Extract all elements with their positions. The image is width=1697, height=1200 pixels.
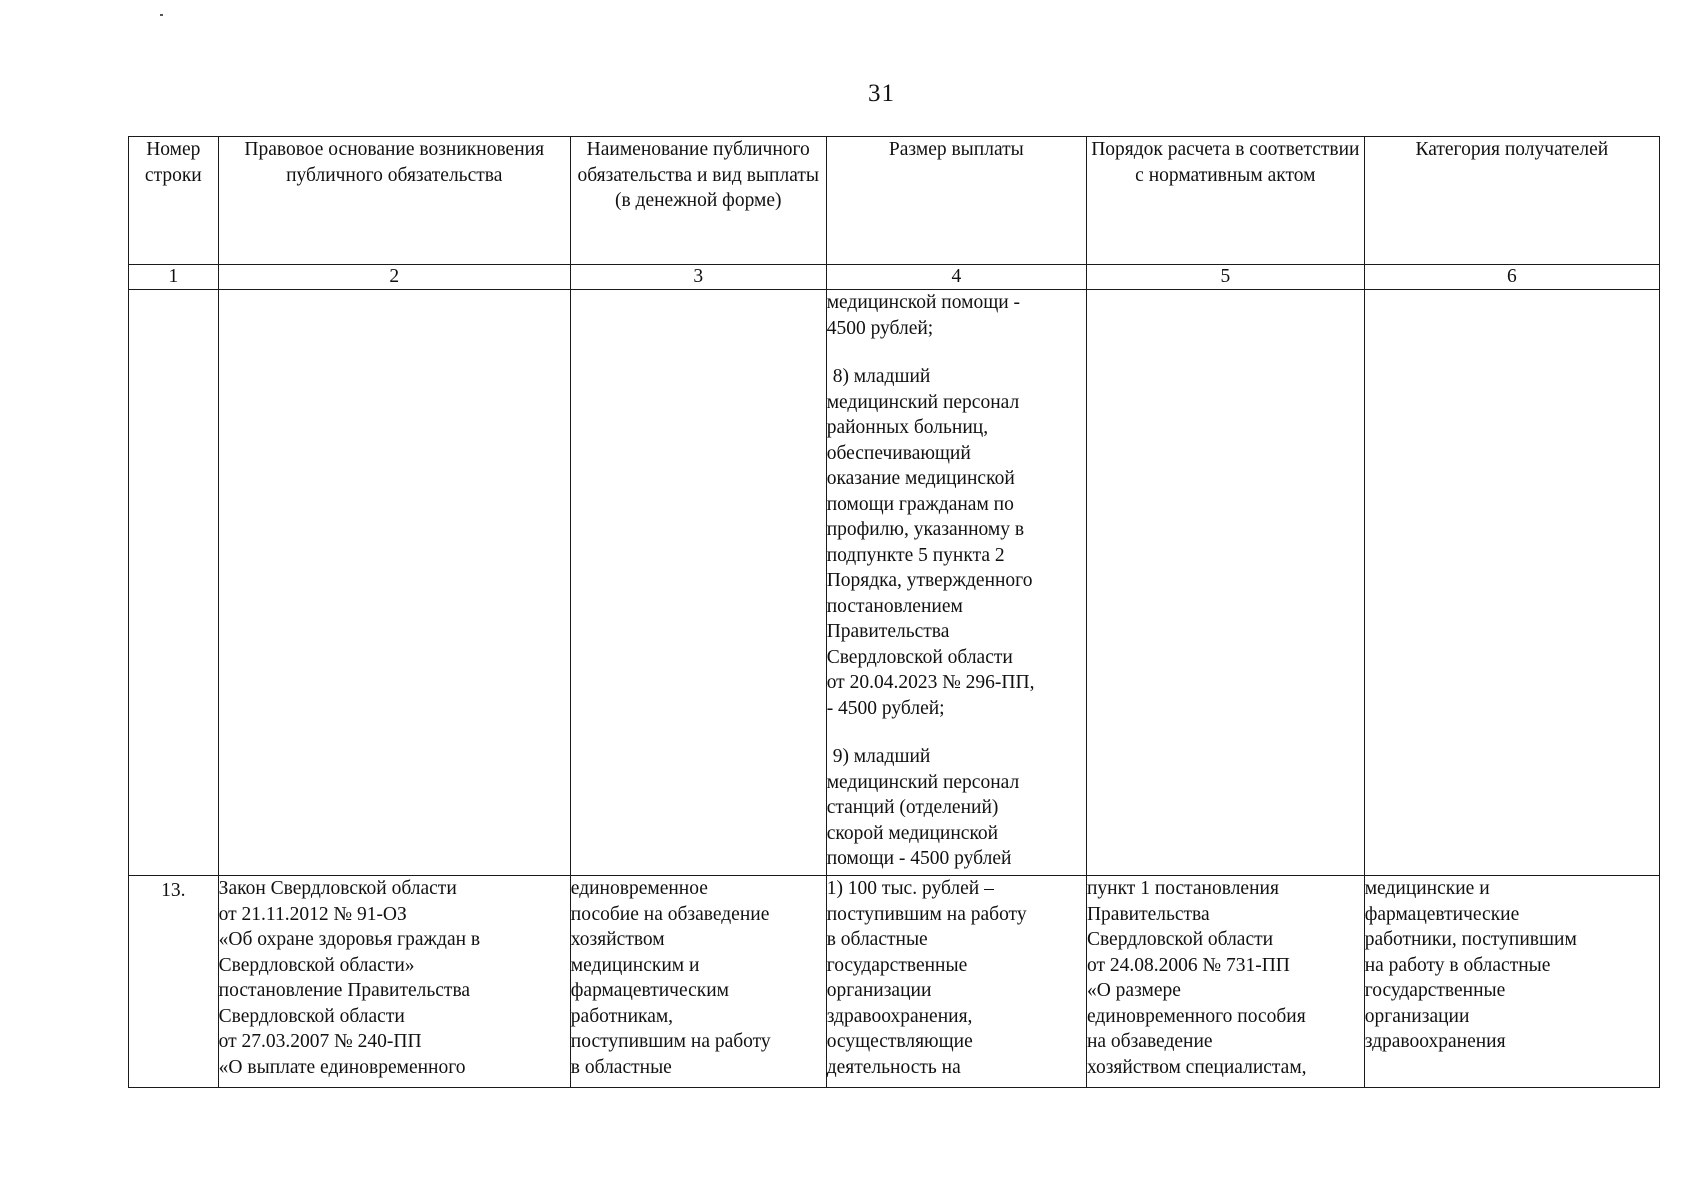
text-line: поступившим на работу — [570, 1031, 771, 1052]
text-line: осуществляющие — [826, 1031, 973, 1052]
text-line: помощи гражданам по — [826, 493, 1014, 515]
header-obligation-name: Наименование публичного обязательства и вид выплаты (в денежной форме) — [570, 137, 826, 265]
text-line: - 4500 рублей; — [826, 697, 945, 719]
text-line: медицинским и — [570, 954, 700, 976]
table-row-13 — [129, 876, 1660, 1088]
text-line: Правительства — [826, 621, 950, 642]
text-line: 4500 рублей; — [826, 317, 934, 339]
text-line: Правительства — [1086, 903, 1210, 925]
text-line: медицинский персонал — [826, 391, 1020, 413]
payment-amount-cell — [826, 290, 1086, 876]
calculation-procedure-cell — [1086, 876, 1364, 1088]
text-line: Свердловской области» — [218, 954, 415, 976]
column-number: 5 — [1086, 265, 1364, 290]
text-line: государственные — [826, 954, 968, 976]
text-line: пособие на обзаведение — [570, 903, 770, 925]
column-number: 4 — [826, 265, 1086, 290]
text-line: здравоохранения, — [826, 1005, 973, 1027]
text-line: на обзаведение — [1086, 1031, 1213, 1052]
text-line: в областные — [826, 929, 928, 950]
header-legal-basis: Правовое основание возникновения публичного обязательства — [218, 137, 570, 265]
text-line: поступившим на работу — [826, 903, 1027, 925]
text-line: фармацевтические — [1364, 903, 1520, 925]
text-line: от 24.08.2006 № 731-ПП — [1086, 954, 1290, 976]
column-number: 1 — [129, 265, 219, 290]
text-line: 9) младший — [832, 746, 931, 767]
header-payment-amount: Размер выплаты — [826, 137, 1086, 265]
text-line: 1) 100 тыс. рублей – — [826, 878, 994, 899]
text-line: единовременного пособия — [1086, 1005, 1306, 1027]
text-line: Закон Свердловской области — [218, 878, 457, 899]
column-number: 6 — [1364, 265, 1659, 290]
text-line: Свердловской области — [1086, 929, 1274, 950]
text-line: «О размере — [1086, 980, 1181, 1001]
column-number: 2 — [218, 265, 570, 290]
table-cell — [570, 290, 826, 876]
table-cell — [1086, 290, 1364, 876]
text-line: пункт 1 постановления — [1086, 878, 1279, 899]
text-line: районных больниц, — [826, 417, 989, 438]
table-cell — [218, 290, 570, 876]
text-line: единовременное — [570, 878, 708, 899]
text-line: от 20.04.2023 № 296-ПП, — [826, 672, 1035, 693]
text-line: подпункте 5 пункта 2 — [826, 544, 1005, 566]
text-line: организации — [826, 980, 932, 1001]
text-line: обеспечивающий — [826, 442, 971, 464]
text-line: деятельность на — [826, 1056, 961, 1078]
header-row-number: Номер строки — [129, 137, 219, 265]
text-line: Свердловской области — [218, 1005, 405, 1027]
text-line: помощи - 4500 рублей — [826, 848, 1012, 869]
column-number: 3 — [570, 265, 826, 290]
legal-basis-cell — [218, 876, 570, 1088]
table-header-row — [129, 137, 1660, 265]
text-line: медицинский персонал — [826, 771, 1020, 793]
text-line: от 21.11.2012 № 91-ОЗ — [218, 903, 407, 925]
text-line: 8) младший — [832, 366, 931, 387]
text-line: в областные — [570, 1056, 672, 1078]
header-recipient-category: Категория получателей — [1364, 137, 1659, 265]
text-line: от 27.03.2007 № 240-ПП — [218, 1031, 422, 1052]
text-line: скорой медицинской — [826, 822, 999, 844]
text-line: медицинские и — [1364, 878, 1490, 899]
scan-speck — [160, 14, 163, 16]
text-line: хозяйством — [570, 929, 665, 950]
text-line: работники, поступившим — [1364, 929, 1577, 950]
text-line: фармацевтическим — [570, 980, 730, 1001]
text-line: постановлением — [826, 595, 963, 617]
header-calculation-procedure: Порядок расчета в соответствии с нормативным актом — [1086, 137, 1364, 265]
column-number-row — [129, 265, 1660, 290]
text-line: на работу в областные — [1364, 954, 1551, 976]
text-line: постановление Правительства — [218, 980, 471, 1001]
text-line: организации — [1364, 1005, 1470, 1027]
payment-amount-cell — [826, 876, 1086, 1088]
row-number: 13. — [129, 876, 219, 1088]
text-line: медицинской помощи - — [826, 292, 1021, 313]
text-line: Свердловской области — [826, 646, 1013, 668]
text-line: государственные — [1364, 980, 1506, 1001]
table-row-continuation — [129, 290, 1660, 876]
table-cell — [1364, 290, 1659, 876]
text-line: оказание медицинской — [826, 468, 1015, 489]
text-line: хозяйством специалистам, — [1086, 1056, 1307, 1078]
text-line: «Об охране здоровья граждан в — [218, 929, 481, 950]
text-line: здравоохранения — [1364, 1031, 1506, 1052]
text-line: Порядка, утвержденного — [826, 570, 1033, 591]
text-line: профилю, указанному в — [826, 519, 1025, 540]
text-line: станций (отделений) — [826, 797, 999, 818]
public-obligations-table — [128, 136, 1660, 1088]
text-line: работникам, — [570, 1005, 674, 1027]
page-number: 31 — [868, 80, 895, 107]
table-cell — [129, 290, 219, 876]
text-line: «О выплате единовременного — [218, 1056, 466, 1078]
obligation-name-cell — [570, 876, 826, 1088]
recipient-category-cell — [1364, 876, 1659, 1088]
